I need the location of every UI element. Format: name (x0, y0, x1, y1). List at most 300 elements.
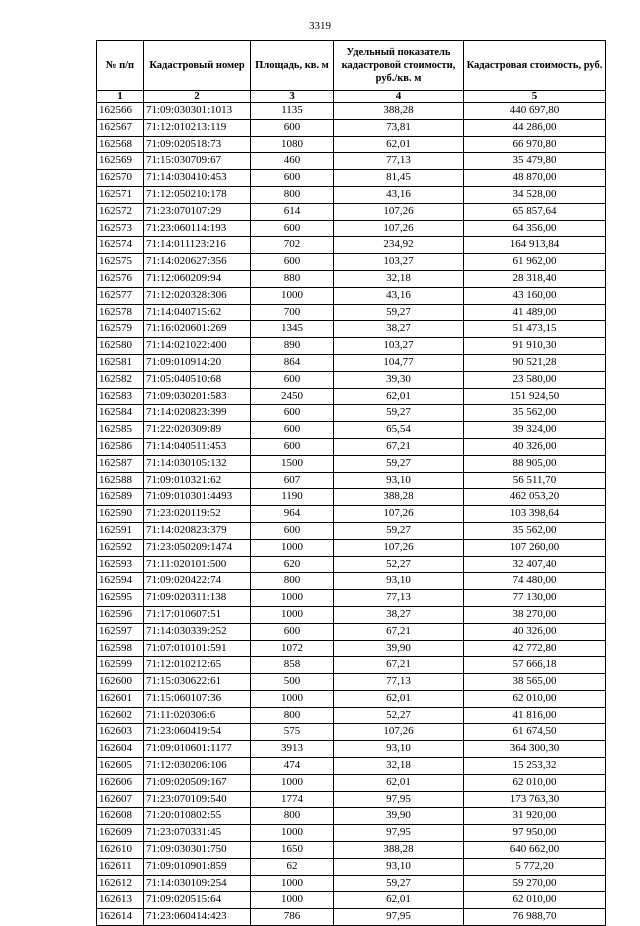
area-cell: 1190 (251, 489, 334, 506)
area-cell: 800 (251, 186, 334, 203)
table-row (97, 774, 606, 791)
table-row (97, 808, 606, 825)
cadastral-cost-cell: 62 010,00 (464, 690, 606, 707)
column-number: 5 (464, 91, 606, 103)
cadastral-number-cell: 71:14:020823:379 (144, 522, 251, 539)
cadastral-number-cell: 71:14:021022:400 (144, 338, 251, 355)
row-number-cell: 162598 (97, 640, 144, 657)
cadastral-number-cell: 71:23:060414:423 (144, 909, 251, 926)
row-number-cell: 162579 (97, 321, 144, 338)
cadastral-number-cell: 71:14:040715:62 (144, 304, 251, 321)
row-number-cell: 162606 (97, 774, 144, 791)
table-row (97, 842, 606, 859)
area-cell: 600 (251, 405, 334, 422)
cadastral-number-cell: 71:22:020309:89 (144, 422, 251, 439)
area-cell: 1000 (251, 892, 334, 909)
specific-value-cell: 62,01 (334, 388, 464, 405)
row-number-cell: 162609 (97, 825, 144, 842)
row-number-cell: 162610 (97, 842, 144, 859)
cadastral-cost-cell: 62 010,00 (464, 892, 606, 909)
area-cell: 2450 (251, 388, 334, 405)
specific-value-cell: 38,27 (334, 321, 464, 338)
cadastral-cost-cell: 61 962,00 (464, 254, 606, 271)
table-row (97, 674, 606, 691)
cadastral-number-cell: 71:14:030339:252 (144, 623, 251, 640)
table-row (97, 573, 606, 590)
row-number-cell: 162573 (97, 220, 144, 237)
cadastral-cost-cell: 23 580,00 (464, 371, 606, 388)
cadastral-cost-cell: 64 356,00 (464, 220, 606, 237)
area-cell: 702 (251, 237, 334, 254)
row-number-cell: 162590 (97, 506, 144, 523)
table-row (97, 506, 606, 523)
area-cell: 62 (251, 858, 334, 875)
table-row (97, 623, 606, 640)
table-row (97, 455, 606, 472)
header-cadastral-cost: Кадастровая стоимость, руб. (464, 41, 606, 91)
cadastral-cost-cell: 35 479,80 (464, 153, 606, 170)
table-row (97, 371, 606, 388)
row-number-cell: 162608 (97, 808, 144, 825)
table-row (97, 270, 606, 287)
table-row (97, 119, 606, 136)
area-cell: 600 (251, 170, 334, 187)
specific-value-cell: 59,27 (334, 455, 464, 472)
row-number-cell: 162585 (97, 422, 144, 439)
header-area: Площадь, кв. м (251, 41, 334, 91)
specific-value-cell: 62,01 (334, 690, 464, 707)
cadastral-cost-cell: 66 970,80 (464, 136, 606, 153)
specific-value-cell: 93,10 (334, 573, 464, 590)
table-row (97, 556, 606, 573)
cadastral-number-cell: 71:09:030201:583 (144, 388, 251, 405)
row-number-cell: 162589 (97, 489, 144, 506)
specific-value-cell: 103,27 (334, 338, 464, 355)
row-number-cell: 162611 (97, 858, 144, 875)
specific-value-cell: 103,27 (334, 254, 464, 271)
table-row (97, 472, 606, 489)
cadastral-cost-cell: 62 010,00 (464, 774, 606, 791)
area-cell: 600 (251, 254, 334, 271)
area-cell: 600 (251, 119, 334, 136)
cadastral-number-cell: 71:14:030410:453 (144, 170, 251, 187)
specific-value-cell: 93,10 (334, 858, 464, 875)
area-cell: 858 (251, 657, 334, 674)
specific-value-cell: 52,27 (334, 556, 464, 573)
specific-value-cell: 388,28 (334, 842, 464, 859)
area-cell: 1000 (251, 875, 334, 892)
table-row (97, 707, 606, 724)
specific-value-cell: 43,16 (334, 287, 464, 304)
cadastral-number-cell: 71:12:050210:178 (144, 186, 251, 203)
row-number-cell: 162572 (97, 203, 144, 220)
cadastral-cost-cell: 364 300,30 (464, 741, 606, 758)
table-row (97, 422, 606, 439)
column-number: 3 (251, 91, 334, 103)
cadastral-number-cell: 71:23:070107:29 (144, 203, 251, 220)
specific-value-cell: 32,18 (334, 758, 464, 775)
table-row (97, 153, 606, 170)
row-number-cell: 162604 (97, 741, 144, 758)
table-row (97, 909, 606, 926)
table-row (97, 791, 606, 808)
specific-value-cell: 59,27 (334, 405, 464, 422)
area-cell: 3913 (251, 741, 334, 758)
cadastral-number-cell: 71:23:070109:540 (144, 791, 251, 808)
specific-value-cell: 62,01 (334, 774, 464, 791)
row-number-cell: 162577 (97, 287, 144, 304)
specific-value-cell: 107,26 (334, 220, 464, 237)
cadastral-cost-cell: 164 913,84 (464, 237, 606, 254)
specific-value-cell: 107,26 (334, 724, 464, 741)
row-number-cell: 162600 (97, 674, 144, 691)
row-number-cell: 162583 (97, 388, 144, 405)
table-row (97, 237, 606, 254)
table-body (97, 103, 606, 926)
specific-value-cell: 388,28 (334, 489, 464, 506)
row-number-cell: 162594 (97, 573, 144, 590)
cadastral-cost-cell: 173 763,30 (464, 791, 606, 808)
row-number-cell: 162599 (97, 657, 144, 674)
row-number-cell: 162580 (97, 338, 144, 355)
area-cell: 1080 (251, 136, 334, 153)
cadastral-number-cell: 71:14:020627:356 (144, 254, 251, 271)
cadastral-number-cell: 71:15:030622:61 (144, 674, 251, 691)
specific-value-cell: 234,92 (334, 237, 464, 254)
area-cell: 1650 (251, 842, 334, 859)
area-cell: 1774 (251, 791, 334, 808)
cadastral-cost-cell: 31 920,00 (464, 808, 606, 825)
cadastral-number-cell: 71:14:030105:132 (144, 455, 251, 472)
cadastral-cost-cell: 76 988,70 (464, 909, 606, 926)
page-number: 3319 (309, 20, 331, 32)
area-cell: 1000 (251, 590, 334, 607)
cadastral-cost-cell: 38 565,00 (464, 674, 606, 691)
cadastral-number-cell: 71:09:010901:859 (144, 858, 251, 875)
area-cell: 700 (251, 304, 334, 321)
table-row (97, 136, 606, 153)
table-row (97, 724, 606, 741)
cadastral-number-cell: 71:05:040510:68 (144, 371, 251, 388)
cadastral-number-cell: 71:16:020601:269 (144, 321, 251, 338)
cadastral-cost-cell: 440 697,80 (464, 103, 606, 120)
specific-value-cell: 43,16 (334, 186, 464, 203)
column-number-row (97, 91, 606, 103)
cadastral-number-cell: 71:23:020119:52 (144, 506, 251, 523)
cadastral-number-cell: 71:09:020509:167 (144, 774, 251, 791)
cadastral-cost-cell: 107 260,00 (464, 539, 606, 556)
cadastral-number-cell: 71:17:010607:51 (144, 606, 251, 623)
specific-value-cell: 39,30 (334, 371, 464, 388)
specific-value-cell: 67,21 (334, 657, 464, 674)
specific-value-cell: 107,26 (334, 506, 464, 523)
cadastral-cost-cell: 40 326,00 (464, 623, 606, 640)
row-number-cell: 162569 (97, 153, 144, 170)
row-number-cell: 162614 (97, 909, 144, 926)
cadastral-number-cell: 71:11:020101:500 (144, 556, 251, 573)
area-cell: 800 (251, 808, 334, 825)
area-cell: 1000 (251, 539, 334, 556)
specific-value-cell: 93,10 (334, 741, 464, 758)
cadastral-cost-cell: 28 318,40 (464, 270, 606, 287)
cadastral-cost-cell: 91 910,30 (464, 338, 606, 355)
table-header-row (97, 41, 606, 91)
row-number-cell: 162566 (97, 103, 144, 120)
row-number-cell: 162603 (97, 724, 144, 741)
row-number-cell: 162605 (97, 758, 144, 775)
cadastral-number-cell: 71:23:070331:45 (144, 825, 251, 842)
cadastral-cost-cell: 56 511,70 (464, 472, 606, 489)
area-cell: 864 (251, 354, 334, 371)
specific-value-cell: 77,13 (334, 153, 464, 170)
table-row (97, 825, 606, 842)
table-row (97, 388, 606, 405)
cadastral-cost-cell: 51 473,15 (464, 321, 606, 338)
row-number-cell: 162582 (97, 371, 144, 388)
cadastral-cost-cell: 74 480,00 (464, 573, 606, 590)
cadastral-cost-cell: 35 562,00 (464, 405, 606, 422)
area-cell: 600 (251, 220, 334, 237)
cadastral-cost-cell: 39 324,00 (464, 422, 606, 439)
column-number: 2 (144, 91, 251, 103)
area-cell: 1500 (251, 455, 334, 472)
row-number-cell: 162575 (97, 254, 144, 271)
specific-value-cell: 59,27 (334, 875, 464, 892)
table-row (97, 103, 606, 120)
specific-value-cell: 388,28 (334, 103, 464, 120)
specific-value-cell: 77,13 (334, 590, 464, 607)
cadastral-number-cell: 71:12:010213:119 (144, 119, 251, 136)
cadastral-cost-cell: 97 950,00 (464, 825, 606, 842)
row-number-cell: 162567 (97, 119, 144, 136)
cadastral-number-cell: 71:09:030301:750 (144, 842, 251, 859)
area-cell: 614 (251, 203, 334, 220)
cadastral-cost-cell: 61 674,50 (464, 724, 606, 741)
specific-value-cell: 39,90 (334, 640, 464, 657)
table-row (97, 220, 606, 237)
cadastral-cost-cell: 640 662,00 (464, 842, 606, 859)
cadastral-cost-cell: 65 857,64 (464, 203, 606, 220)
area-cell: 1000 (251, 825, 334, 842)
specific-value-cell: 97,95 (334, 825, 464, 842)
area-cell: 460 (251, 153, 334, 170)
area-cell: 474 (251, 758, 334, 775)
table-row (97, 489, 606, 506)
specific-value-cell: 62,01 (334, 892, 464, 909)
row-number-cell: 162584 (97, 405, 144, 422)
specific-value-cell: 59,27 (334, 522, 464, 539)
table-row (97, 186, 606, 203)
area-cell: 964 (251, 506, 334, 523)
row-number-cell: 162613 (97, 892, 144, 909)
cadastral-cost-cell: 43 160,00 (464, 287, 606, 304)
cadastral-cost-cell: 57 666,18 (464, 657, 606, 674)
area-cell: 1000 (251, 287, 334, 304)
row-number-cell: 162578 (97, 304, 144, 321)
cadastral-number-cell: 71:14:020823:399 (144, 405, 251, 422)
specific-value-cell: 39,90 (334, 808, 464, 825)
row-number-cell: 162592 (97, 539, 144, 556)
row-number-cell: 162586 (97, 438, 144, 455)
header-specific-value: Удельный показатель кадастровой стоимости, руб./кв. м (334, 41, 464, 91)
table-row (97, 254, 606, 271)
row-number-cell: 162596 (97, 606, 144, 623)
table-row (97, 590, 606, 607)
table-row (97, 758, 606, 775)
cadastral-number-cell: 71:09:010601:1177 (144, 741, 251, 758)
cadastral-number-cell: 71:23:050209:1474 (144, 539, 251, 556)
specific-value-cell: 67,21 (334, 438, 464, 455)
cadastral-number-cell: 71:14:011123:216 (144, 237, 251, 254)
area-cell: 600 (251, 623, 334, 640)
area-cell: 607 (251, 472, 334, 489)
area-cell: 1000 (251, 774, 334, 791)
table-row (97, 741, 606, 758)
cadastral-cost-cell: 44 286,00 (464, 119, 606, 136)
specific-value-cell: 59,27 (334, 304, 464, 321)
cadastral-number-cell: 71:14:030109:254 (144, 875, 251, 892)
table-row (97, 640, 606, 657)
cadastral-number-cell: 71:11:020306:6 (144, 707, 251, 724)
area-cell: 575 (251, 724, 334, 741)
row-number-cell: 162602 (97, 707, 144, 724)
cadastral-number-cell: 71:20:010802:55 (144, 808, 251, 825)
cadastral-number-cell: 71:12:060209:94 (144, 270, 251, 287)
table-row (97, 892, 606, 909)
cadastral-cost-cell: 48 870,00 (464, 170, 606, 187)
row-number-cell: 162574 (97, 237, 144, 254)
table-row (97, 875, 606, 892)
row-number-cell: 162588 (97, 472, 144, 489)
cadastral-number-cell: 71:09:030301:1013 (144, 103, 251, 120)
table-row (97, 606, 606, 623)
table-row (97, 858, 606, 875)
table-row (97, 438, 606, 455)
cadastral-cost-cell: 103 398,64 (464, 506, 606, 523)
area-cell: 1000 (251, 606, 334, 623)
cadastral-number-cell: 71:09:020422:74 (144, 573, 251, 590)
cadastral-number-cell: 71:23:060419:54 (144, 724, 251, 741)
specific-value-cell: 38,27 (334, 606, 464, 623)
specific-value-cell: 62,01 (334, 136, 464, 153)
table-row (97, 338, 606, 355)
specific-value-cell: 107,26 (334, 203, 464, 220)
specific-value-cell: 67,21 (334, 623, 464, 640)
specific-value-cell: 93,10 (334, 472, 464, 489)
specific-value-cell: 107,26 (334, 539, 464, 556)
specific-value-cell: 32,18 (334, 270, 464, 287)
table-row (97, 203, 606, 220)
area-cell: 1135 (251, 103, 334, 120)
cadastral-number-cell: 71:09:010914:20 (144, 354, 251, 371)
cadastral-cost-cell: 42 772,80 (464, 640, 606, 657)
row-number-cell: 162570 (97, 170, 144, 187)
row-number-cell: 162591 (97, 522, 144, 539)
area-cell: 786 (251, 909, 334, 926)
row-number-cell: 162607 (97, 791, 144, 808)
cadastral-cost-cell: 15 253,32 (464, 758, 606, 775)
cadastral-cost-cell: 35 562,00 (464, 522, 606, 539)
area-cell: 600 (251, 438, 334, 455)
cadastral-number-cell: 71:15:030709:67 (144, 153, 251, 170)
area-cell: 500 (251, 674, 334, 691)
area-cell: 600 (251, 522, 334, 539)
cadastral-cost-cell: 34 528,00 (464, 186, 606, 203)
specific-value-cell: 77,13 (334, 674, 464, 691)
row-number-cell: 162597 (97, 623, 144, 640)
cadastral-cost-cell: 32 407,40 (464, 556, 606, 573)
specific-value-cell: 52,27 (334, 707, 464, 724)
cadastral-number-cell: 71:09:020311:138 (144, 590, 251, 607)
column-number: 1 (97, 91, 144, 103)
specific-value-cell: 73,81 (334, 119, 464, 136)
cadastral-cost-cell: 41 489,00 (464, 304, 606, 321)
cadastral-number-cell: 71:09:010301:4493 (144, 489, 251, 506)
header-cadastral-number: Кадастровый номер (144, 41, 251, 91)
specific-value-cell: 104,77 (334, 354, 464, 371)
table-row (97, 354, 606, 371)
specific-value-cell: 97,95 (334, 791, 464, 808)
cadastral-cost-cell: 41 816,00 (464, 707, 606, 724)
specific-value-cell: 97,95 (334, 909, 464, 926)
cadastral-cost-cell: 462 053,20 (464, 489, 606, 506)
cadastral-cost-cell: 90 521,28 (464, 354, 606, 371)
cadastral-cost-cell: 38 270,00 (464, 606, 606, 623)
row-number-cell: 162595 (97, 590, 144, 607)
row-number-cell: 162587 (97, 455, 144, 472)
table-row (97, 690, 606, 707)
row-number-cell: 162593 (97, 556, 144, 573)
cadastral-cost-cell: 59 270,00 (464, 875, 606, 892)
row-number-cell: 162576 (97, 270, 144, 287)
area-cell: 620 (251, 556, 334, 573)
cadastral-cost-cell: 88 905,00 (464, 455, 606, 472)
cadastral-number-cell: 71:12:020328:306 (144, 287, 251, 304)
header-row-number: № п/п (97, 41, 144, 91)
row-number-cell: 162571 (97, 186, 144, 203)
cadastral-cost-cell: 77 130,00 (464, 590, 606, 607)
area-cell: 800 (251, 573, 334, 590)
cadastral-number-cell: 71:09:010321:62 (144, 472, 251, 489)
area-cell: 1072 (251, 640, 334, 657)
area-cell: 600 (251, 422, 334, 439)
cadastral-number-cell: 71:07:010101:591 (144, 640, 251, 657)
cadastral-number-cell: 71:15:060107:36 (144, 690, 251, 707)
table-row (97, 405, 606, 422)
cadastral-cost-cell: 40 326,00 (464, 438, 606, 455)
cadastral-number-cell: 71:14:040511:453 (144, 438, 251, 455)
table-row (97, 287, 606, 304)
column-number: 4 (334, 91, 464, 103)
row-number-cell: 162612 (97, 875, 144, 892)
table-row (97, 304, 606, 321)
area-cell: 1345 (251, 321, 334, 338)
specific-value-cell: 81,45 (334, 170, 464, 187)
table-row (97, 657, 606, 674)
area-cell: 800 (251, 707, 334, 724)
table-row (97, 522, 606, 539)
table-row (97, 321, 606, 338)
row-number-cell: 162568 (97, 136, 144, 153)
row-number-cell: 162581 (97, 354, 144, 371)
area-cell: 600 (251, 371, 334, 388)
cadastral-number-cell: 71:12:010212:65 (144, 657, 251, 674)
cadastral-number-cell: 71:12:030206:106 (144, 758, 251, 775)
area-cell: 890 (251, 338, 334, 355)
cadastral-value-table (96, 40, 606, 926)
cadastral-number-cell: 71:23:060114:193 (144, 220, 251, 237)
table-row (97, 170, 606, 187)
